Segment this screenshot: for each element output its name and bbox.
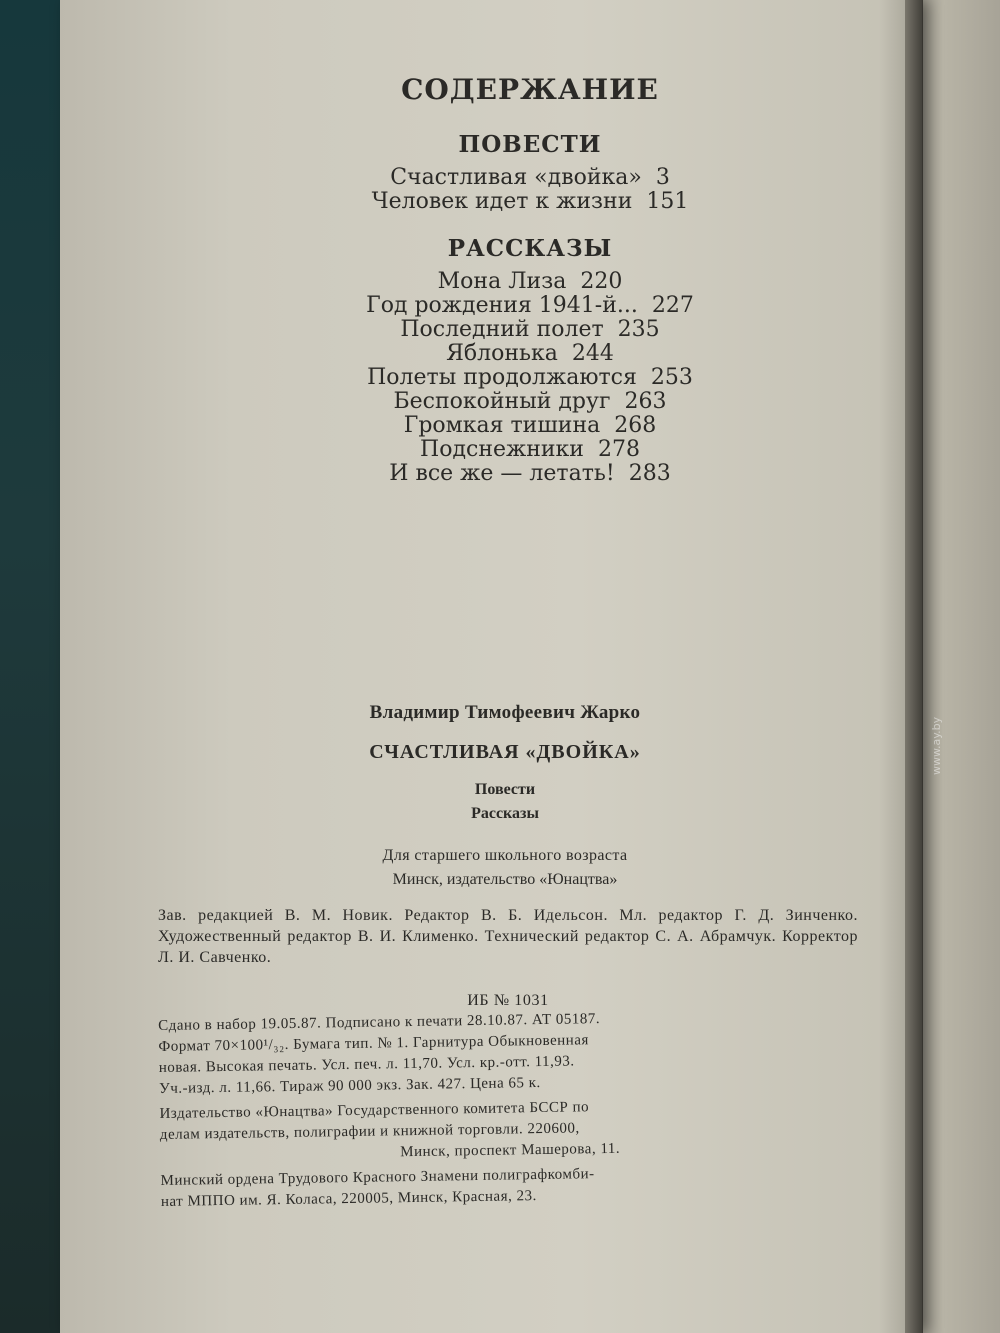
editorial-credits: Зав. редакцией В. М. Новик. Редактор В. Б. Идельсон. Мл. редактор Г. Д. Зинченко. Художественный редактор В. И. Клименко. Технический редактор С. А. Абрамчук. Корректор Л. И. Савченко.: [158, 907, 858, 966]
printing-line: Формат 70×100¹/₃₂. Бумага тип. № 1. Гарнитура Обыкновенная: [158, 1032, 589, 1055]
watermark-text: www.ay.by: [930, 716, 943, 775]
entry-title: Громкая тишина: [403, 413, 601, 438]
entry-title: Мона Лиза: [437, 269, 567, 294]
genre-novellas: Повести: [474, 781, 536, 798]
toc-entry: [280, 390, 780, 414]
printer-line: нат МППО им. Я. Коласа, 220005, Минск, Красная, 23.: [160, 1188, 537, 1210]
entry-page: 253: [650, 365, 693, 390]
toc-list-novellas: [280, 166, 780, 214]
toc-entry: [280, 438, 780, 462]
toc-entry: [280, 414, 780, 438]
printing-details: [158, 1005, 861, 1213]
entry-page: 283: [628, 461, 671, 486]
table-of-contents: [280, 70, 780, 486]
section-title-stories: РАССКАЗЫ: [447, 235, 613, 262]
entry-page: 235: [617, 317, 660, 342]
toc-entry: [280, 166, 780, 190]
toc-list-stories: [280, 270, 780, 486]
entry-title: Подснежники: [420, 437, 584, 462]
entry-page: 263: [624, 389, 667, 414]
publisher-address-line: делам издательств, полиграфии и книжной торговли. 220600,: [159, 1120, 580, 1143]
printing-line: новая. Высокая печать. Усл. печ. л. 11,70. Усл. кр.-отт. 11,93.: [158, 1053, 575, 1076]
entry-page: 268: [614, 413, 657, 438]
entry-page: 227: [651, 293, 694, 318]
entry-title: Яблонька: [446, 341, 558, 366]
toc-entry: [280, 318, 780, 342]
printing-line: Уч.-изд. л. 11,66. Тираж 90 000 экз. Зак. 427. Цена 65 к.: [159, 1074, 541, 1097]
entry-title: Человек идет к жизни: [371, 189, 633, 214]
audience-line: Для старшего школьного возраста: [382, 847, 628, 864]
imprint-block: [150, 690, 860, 892]
genre-stories: Рассказы: [471, 805, 539, 822]
page-gutter-shadow: [905, 0, 923, 1333]
entry-page: 220: [580, 269, 623, 294]
entry-page: 244: [571, 341, 614, 366]
toc-entry: [280, 294, 780, 318]
toc-entry: [280, 462, 780, 486]
background-cloth: [0, 0, 60, 1333]
entry-page: 3: [655, 165, 670, 190]
entry-title: Год рождения 1941-й...: [366, 293, 638, 318]
toc-entry: [280, 366, 780, 390]
publisher-address-line: Издательство «Юнацтва» Государственного комитета БССР по: [159, 1099, 590, 1122]
entry-title: Счастливая «двойка»: [390, 165, 642, 190]
section-title-novellas: ПОВЕСТИ: [458, 131, 602, 158]
toc-entry: [280, 342, 780, 366]
toc-entry: [280, 270, 780, 294]
publisher-city-line: Минск, издательство «Юнацтва»: [392, 871, 618, 888]
entry-title: И все же — летать!: [389, 461, 615, 486]
printing-line: Сдано в набор 19.05.87. Подписано к печати 28.10.87. АТ 05187.: [158, 1011, 601, 1034]
book-title: СЧАСТЛИВАЯ «ДВОЙКА»: [369, 741, 641, 763]
toc-entry: [280, 190, 780, 214]
author-name: Владимир Тимофеевич Жарко: [369, 702, 641, 723]
entry-title: Последний полет: [400, 317, 604, 342]
entry-page: 278: [597, 437, 640, 462]
toc-title: СОДЕРЖАНИЕ: [401, 73, 659, 106]
publisher-address-line: Минск, проспект Машерова, 11.: [400, 1140, 621, 1161]
ib-number: ИБ № 1031: [467, 992, 549, 1009]
entry-title: Полеты продолжаются: [367, 365, 637, 390]
printer-line: Минский ордена Трудового Красного Знамени полиграфкомби-: [160, 1166, 595, 1189]
entry-page: 151: [646, 189, 689, 214]
entry-title: Беспокойный друг: [393, 389, 611, 414]
